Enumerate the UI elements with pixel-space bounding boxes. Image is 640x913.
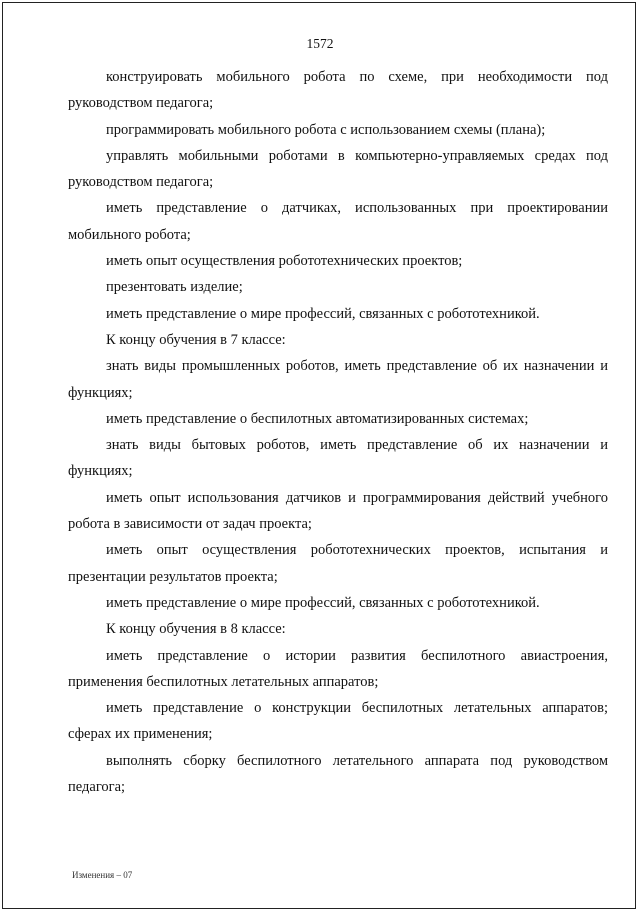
paragraph: иметь представление о беспилотных автоматизированных системах; <box>106 410 529 427</box>
paragraph: конструировать мобильного робота по схеме, при необходимости под руководством педагога; <box>68 69 608 112</box>
document-body <box>68 64 608 800</box>
section-heading-grade-8: К концу обучения в 8 классе: <box>106 621 286 638</box>
paragraph: знать виды бытовых роботов, иметь представление об их назначении и функциях; <box>68 437 608 480</box>
paragraph: иметь представление о мире профессий, связанных с робототехникой. <box>106 305 540 322</box>
paragraph: выполнять сборку беспилотного летательного аппарата под руководством педагога; <box>68 752 608 796</box>
paragraph: иметь представление о истории развития беспилотного авиастроения, применения беспилотных летательных аппаратов; <box>68 647 608 690</box>
footer-note: Изменения – 07 <box>72 870 133 880</box>
paragraph: иметь представление о датчиках, использованных при проектировании мобильного робота; <box>68 200 608 243</box>
paragraph: знать виды промышленных роботов, иметь представление об их назначении и функциях; <box>68 358 608 401</box>
paragraph: программировать мобильного робота с использованием схемы (плана); <box>106 121 546 138</box>
paragraph: иметь опыт осуществления робототехнических проектов, испытания и презентации результатов проекта; <box>68 542 608 585</box>
paragraph: иметь представление о мире профессий, связанных с робототехникой. <box>106 594 540 611</box>
paragraph: презентовать изделие; <box>106 279 243 296</box>
section-heading-grade-7: К концу обучения в 7 классе: <box>106 331 286 348</box>
page-number: 1572 <box>306 36 334 51</box>
paragraph: иметь опыт использования датчиков и программирования действий учебного робота в зависимости от задач проекта; <box>68 489 608 533</box>
paragraph: управлять мобильными роботами в компьютерно-управляемых средах под руководством педагога; <box>68 147 608 191</box>
paragraph: иметь представление о конструкции беспилотных летательных аппаратов; сферах их применения; <box>68 700 608 743</box>
paragraph: иметь опыт осуществления робототехнических проектов; <box>106 253 463 270</box>
